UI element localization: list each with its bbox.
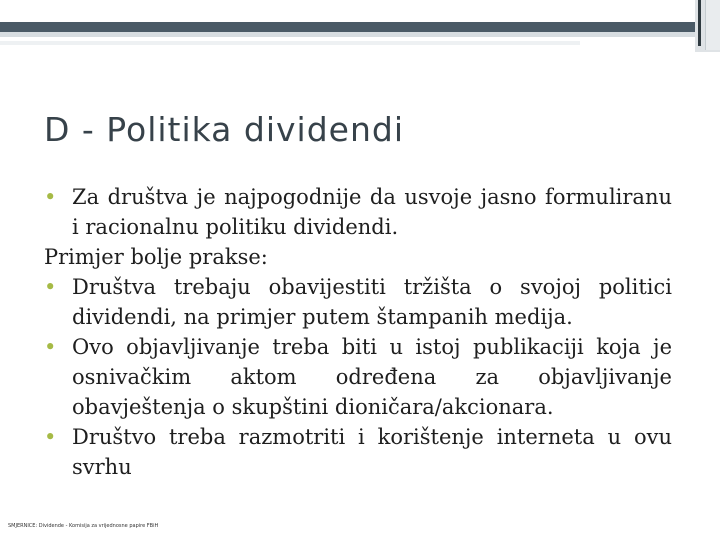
bullet-marker: • (44, 275, 57, 299)
header-band-accent (0, 41, 580, 45)
bullet-item (44, 332, 672, 422)
bullet-marker: • (44, 425, 57, 449)
bullet-item (44, 422, 672, 482)
footer-text: SMJERNICE: Dividende - Komisija za vrijednosne papire FBiH (8, 523, 159, 529)
slide-title: D - Politika dividendi (44, 110, 404, 149)
bullet-text: Društvo treba razmotriti i korištenje interneta u ovu svrhu (72, 425, 672, 479)
bullet-text: Ovo objavljivanje treba biti u istoj publikaciji koja je osnivačkim aktom određena za objavljivanje obavještenja o skupštini dioničara/akcionara. (72, 335, 672, 419)
bullet-text: Za društva je najpogodnije da usvoje jasno formuliranu i racionalnu politiku dividendi. (72, 185, 672, 239)
slide-body (44, 182, 672, 482)
bullet-item (44, 182, 672, 242)
corner-decoration-dark (698, 0, 701, 46)
bullet-marker: • (44, 335, 57, 359)
subheading: Primjer bolje prakse: (44, 245, 268, 269)
bullet-text: Društva trebaju obavijestiti tržišta o svojoj politici dividendi, na primjer putem štampanih medija. (72, 275, 672, 329)
header-band (0, 22, 700, 32)
corner-decoration-light (705, 0, 720, 50)
bullet-marker: • (44, 185, 57, 209)
header-band-highlight (0, 32, 700, 37)
bullet-item (44, 272, 672, 332)
